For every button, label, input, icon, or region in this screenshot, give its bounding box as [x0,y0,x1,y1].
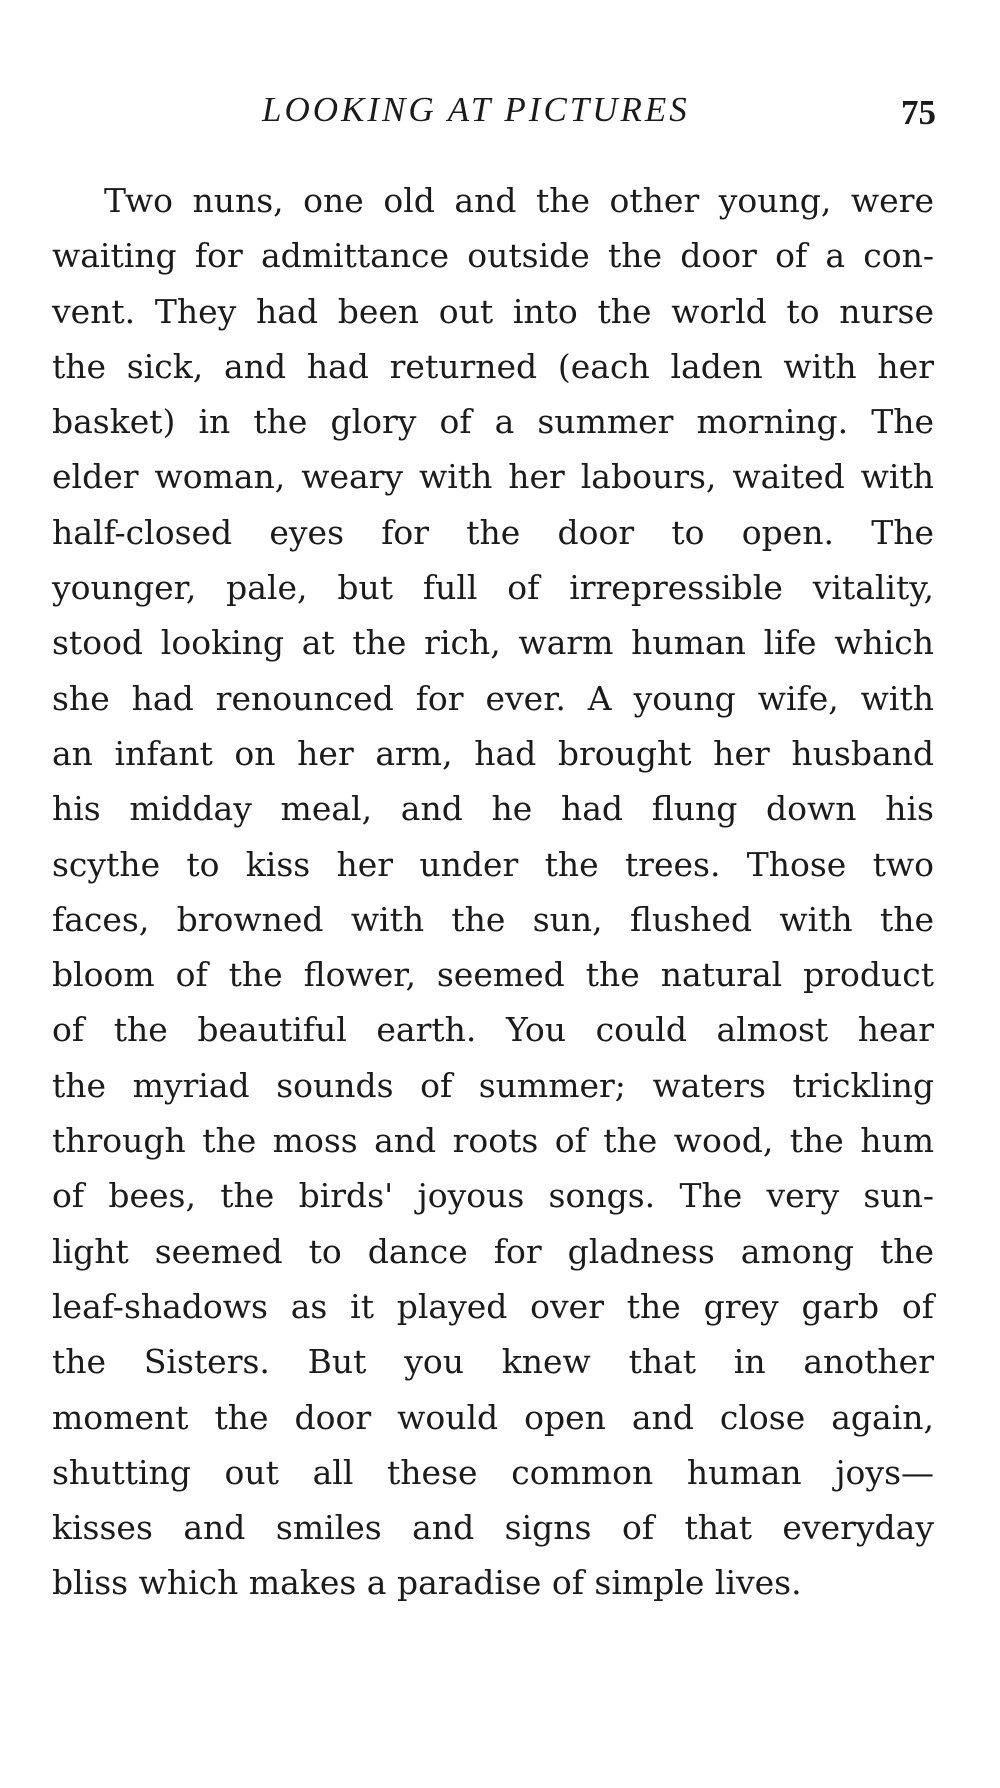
text-line: she had renounced for ever. A young wife, with [52,678,934,718]
text-line: elder woman, weary with her labours, waited with [52,457,934,497]
text-line: vent. They had been out into the world to nurse [52,291,934,331]
running-head [0,88,1000,138]
text-line: stood looking at the rich, warm human life which [52,623,934,663]
text-line: leaf-shadows as it played over the grey garb of [52,1286,934,1326]
page-number: 75 [901,93,936,132]
running-title: LOOKING AT PICTURES [262,90,690,129]
body-paragraph [52,173,934,1611]
text-line: kisses and smiles and signs of that everyday [52,1508,934,1548]
text-line: basket) in the glory of a summer morning. The [52,402,934,442]
text-line: the sick, and had returned (each laden with her [52,346,934,386]
text-line: of bees, the birds' joyous songs. The very sun- [52,1176,934,1216]
text-line: half-closed eyes for the door to open. The [52,512,934,552]
text-line: waiting for admittance outside the door of a con- [52,236,934,276]
text-line: his midday meal, and he had flung down his [52,789,934,829]
text-line: younger, pale, but full of irrepressible vitality, [52,568,934,608]
text-line: bliss which makes a paradise of simple lives. [52,1563,802,1603]
text-line: through the moss and roots of the wood, the hum [52,1121,934,1161]
text-line: faces, browned with the sun, flushed with the [52,899,934,939]
text-line: the Sisters. But you knew that in another [52,1342,934,1382]
text-line: scythe to kiss her under the trees. Those two [52,844,934,884]
text-line: of the beautiful earth. You could almost hear [52,1010,934,1050]
text-line: Two nuns, one old and the other young, were [104,181,934,220]
text-line: an infant on her arm, had brought her husband [52,733,934,773]
text-line: moment the door would open and close again, [52,1397,934,1437]
text-line: bloom of the flower, seemed the natural product [52,955,934,995]
text-line: shutting out all these common human joys— [52,1452,934,1492]
text-line: light seemed to dance for gladness among the [52,1231,934,1271]
text-line: the myriad sounds of summer; waters trickling [52,1065,934,1105]
